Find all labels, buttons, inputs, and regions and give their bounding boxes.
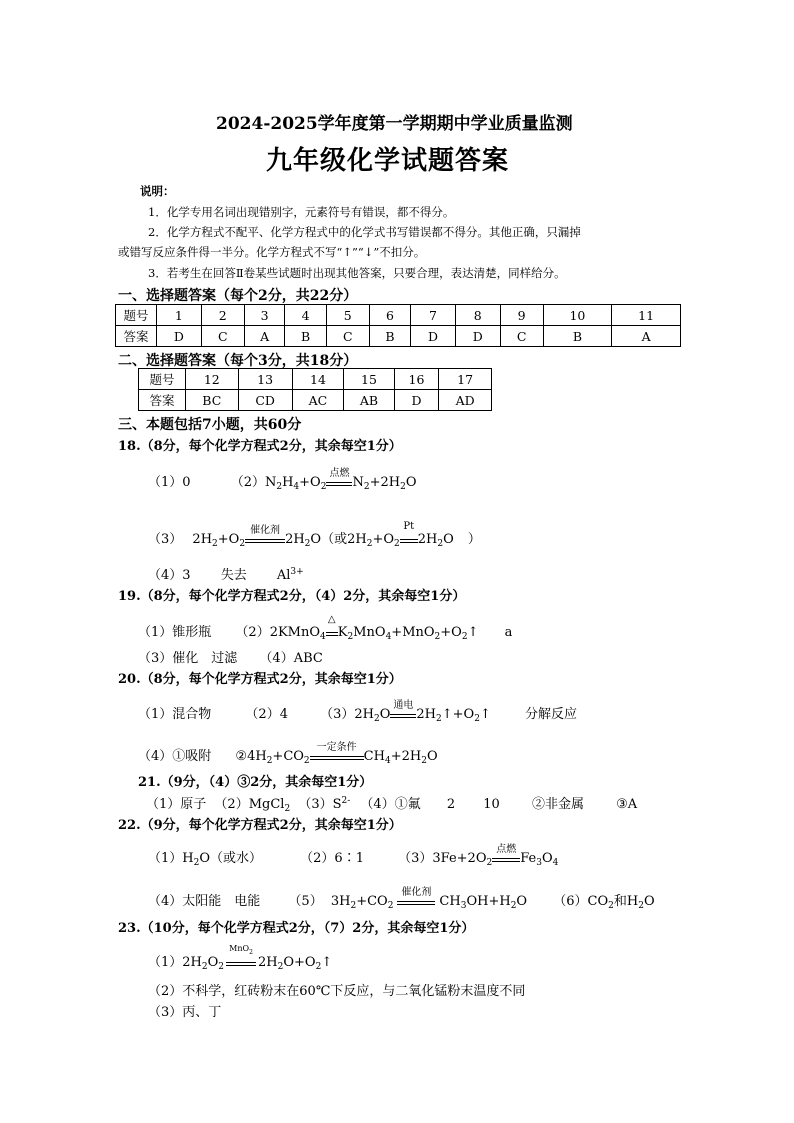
row-label: 答案	[116, 326, 157, 347]
q20-part3b: 分解反应	[524, 707, 577, 722]
q20-part4: （4）①吸附	[138, 749, 212, 764]
table-cell: C	[201, 326, 244, 347]
q20-equation-2: $_2+CO_2$ 一定条件 $CH_4+2H_2O$	[267, 749, 438, 764]
table-cell: CD	[238, 390, 292, 411]
table-cell: 7	[411, 305, 456, 326]
q18-equation: $N_2H_4+O_2$ 点燃 $N_2+2H_2O$	[265, 475, 417, 490]
table-row	[116, 326, 681, 347]
q20-line2	[138, 742, 438, 766]
table-row	[139, 390, 492, 411]
q18-part3: （3）	[148, 532, 183, 547]
section2-heading: 二、选择题答案（每个3分，共18分）	[118, 353, 358, 369]
section1-heading: 一、选择题答案（每个2分，共22分）	[118, 288, 358, 304]
table-cell: D	[157, 326, 202, 347]
note-3: 3．若考生在回答Ⅱ卷某些试题时出现其他答案，只要合理，表达清楚，同样给分。	[148, 266, 566, 280]
q18-line1	[148, 468, 417, 492]
q23-equation: $_2O_2$ MnO$_2$ $2H_2O+O_2↑$	[201, 944, 333, 972]
table-cell: 14	[292, 369, 344, 390]
q22-part3: （3）3Fe+2O	[398, 851, 487, 866]
note-2a: 2．化学方程式不配平、化学方程式中的化学式书写错误都不得分。其他正确，只漏掉	[148, 225, 581, 239]
q19-part4: （4）ABC	[259, 651, 323, 666]
q22-heading: 22.（9分，每个化学方程式2分，其余每空1分）	[118, 818, 402, 833]
q18-line2	[148, 521, 481, 549]
q21-item: 2	[446, 797, 456, 812]
q19-line2	[138, 647, 323, 666]
q18-part4b: 失去	[220, 568, 247, 583]
table-cell: 5	[326, 305, 369, 326]
q19-line1	[138, 614, 513, 642]
q18-part1: （1）0	[148, 475, 191, 490]
q21-item: ②非金属	[531, 797, 584, 812]
exam-title: 2024-2025学年度第一学期期中学业质量监测	[216, 114, 573, 134]
table-cell: A	[612, 326, 681, 347]
table-cell: 4	[285, 305, 326, 326]
table-cell: 12	[186, 369, 239, 390]
table-cell: 2	[201, 305, 244, 326]
q21-item: 10	[483, 797, 500, 812]
q18-close: ）	[467, 532, 481, 547]
q18-equation-2: $2H_2+O_2$ 催化剂 $2H_2O$	[192, 532, 321, 547]
q21-item: （2）MgCl	[214, 797, 285, 812]
table-cell: 8	[455, 305, 500, 326]
q18-equation-3: $2H_2+O_2$ Pt $2H_2O$	[347, 521, 454, 549]
q22-line1: $(1)H_2O$（或水） （2）6∶1 $(3)3Fe+2O_2$ 点燃 $Fe_3O_4$	[148, 847, 558, 866]
table-cell: A	[244, 326, 285, 347]
table-cell: 6	[369, 305, 410, 326]
q22-part1b: O（或水）	[199, 851, 263, 866]
table-cell: 16	[394, 369, 438, 390]
answer-title: 九年级化学试题答案	[266, 146, 510, 176]
table-cell: AB	[344, 390, 395, 411]
condition-label: 一定条件	[316, 742, 357, 753]
q20-part4b: ②4H	[235, 749, 267, 764]
catalyst-label: MnO$_2$	[229, 944, 253, 956]
table-row	[116, 305, 681, 326]
q20-part3: （3）2H	[320, 707, 374, 722]
heat-symbol: △	[327, 614, 336, 625]
q19-part2: （2）2KMnO	[235, 625, 321, 640]
table-cell: 13	[238, 369, 292, 390]
q19-heading: 19.（8分，每个化学方程式2分，（4）2分，其余每空1分）	[118, 589, 466, 604]
q21-line: （1）原子 （2）MgCl$_2$ $(3)S^{2-}$ （4）①氟 2 10 ②非金属 ③A	[146, 796, 638, 814]
table-cell: 10	[543, 305, 612, 326]
q22-part1: （1）H	[148, 851, 194, 866]
q19-part2a: a	[504, 625, 513, 640]
table-cell: 17	[439, 369, 492, 390]
q21-item: （4）①氟	[360, 797, 421, 812]
condition-label: 点燃	[496, 844, 517, 855]
condition-label: 催化剂	[250, 525, 281, 536]
note-1: 1．化学专用名词出现错别字，元素符号有错误，都不得分。	[148, 205, 455, 219]
q23-line1	[148, 944, 333, 972]
table-cell: 9	[500, 305, 543, 326]
condition-label: 催化剂	[401, 887, 432, 898]
section1-table	[115, 304, 681, 347]
table-cell: 3	[244, 305, 285, 326]
q22-part6b: 和H	[613, 894, 639, 909]
condition-label: Pt	[403, 521, 415, 532]
q18-heading: 18.（8分，每个化学方程式2分，其余每空1分）	[118, 439, 402, 454]
notes-label: 说明：	[140, 184, 175, 198]
table-cell: BC	[186, 390, 239, 411]
q22-part5: （5）	[288, 894, 323, 909]
q23-line3: （3）丙、丁	[148, 1005, 222, 1020]
row-label: 答案	[139, 390, 186, 411]
condition-label: 点燃	[329, 468, 350, 479]
table-cell: AC	[292, 390, 344, 411]
note-2b: 或错写反应条件得一半分。化学方程式不写“↑”“↓”不扣分。	[118, 245, 426, 259]
q19-equation: $_4$ △ $K_2MnO_4+MnO_2+O_2↑$	[320, 614, 479, 642]
table-cell: 1	[157, 305, 202, 326]
section2-table	[138, 368, 492, 411]
q18-part4: （4）3	[148, 568, 191, 583]
table-cell: B	[543, 326, 612, 347]
q18-line3	[148, 564, 304, 583]
table-cell: B	[285, 326, 326, 347]
table-cell: 11	[612, 305, 681, 326]
table-cell: 15	[344, 369, 395, 390]
table-row	[139, 369, 492, 390]
row-label: 题号	[116, 305, 157, 326]
q21-item: （1）原子	[146, 797, 207, 812]
table-cell: D	[394, 390, 438, 411]
condition-label: 通电	[393, 700, 414, 711]
q20-part2: （2）4	[245, 707, 288, 722]
table-cell: AD	[439, 390, 492, 411]
table-cell: B	[369, 326, 410, 347]
q18-part2: （2）	[230, 475, 265, 490]
q18-ion: $Al^{3+}$	[276, 567, 304, 583]
q22-equation-2: $3H_2+CO_2$ 催化剂 $CH_3OH+H_2O$	[331, 894, 527, 909]
q22-part4: （4）太阳能 电能	[148, 894, 261, 909]
q21-heading: 21.（9分，（4）③2分，其余每空1分）	[138, 775, 373, 790]
table-cell: D	[411, 326, 456, 347]
table-cell: C	[326, 326, 369, 347]
q21-item: ③A	[616, 797, 638, 812]
row-label: 题号	[139, 369, 186, 390]
q20-part1: （1）混合物	[138, 707, 212, 722]
table-cell: C	[500, 326, 543, 347]
catalyst-text: MnO	[229, 944, 250, 953]
q23-heading: 23.（10分，每个化学方程式2分，（7）2分，其余每空1分）	[118, 921, 475, 936]
q20-line1	[138, 700, 577, 724]
q22-equation: $_2$ 点燃 $Fe_3O_4$	[487, 851, 559, 866]
table-cell: D	[455, 326, 500, 347]
q20-equation: $_2$O 通电 $2H_2↑+O_2↑$	[374, 707, 491, 722]
q20-heading: 20.（8分，每个化学方程式2分，其余每空1分）	[118, 672, 402, 687]
q23-line2: （2）不科学，红砖粉末在60℃下反应，与二氧化锰粉末温度不同	[148, 984, 526, 999]
section3-heading: 三、本题包括7小题，共60分	[118, 417, 302, 433]
q19-part3: （3）催化 过滤	[138, 651, 238, 666]
q22-line2: （4）太阳能 电能 （5） $3H_2+CO_2$ 催化剂 $CH_3OH+H_2O$ $(6)CO_2$和$H_2O$	[148, 890, 655, 909]
q23-part1: （1）2H	[148, 955, 202, 970]
q21-item: （3）S	[298, 797, 342, 812]
q22-part6: （6）CO	[553, 894, 609, 909]
q22-part2: （2）6∶1	[300, 851, 364, 866]
q19-part1: （1）锥形瓶	[138, 625, 212, 640]
q18-or: （或	[321, 532, 348, 547]
